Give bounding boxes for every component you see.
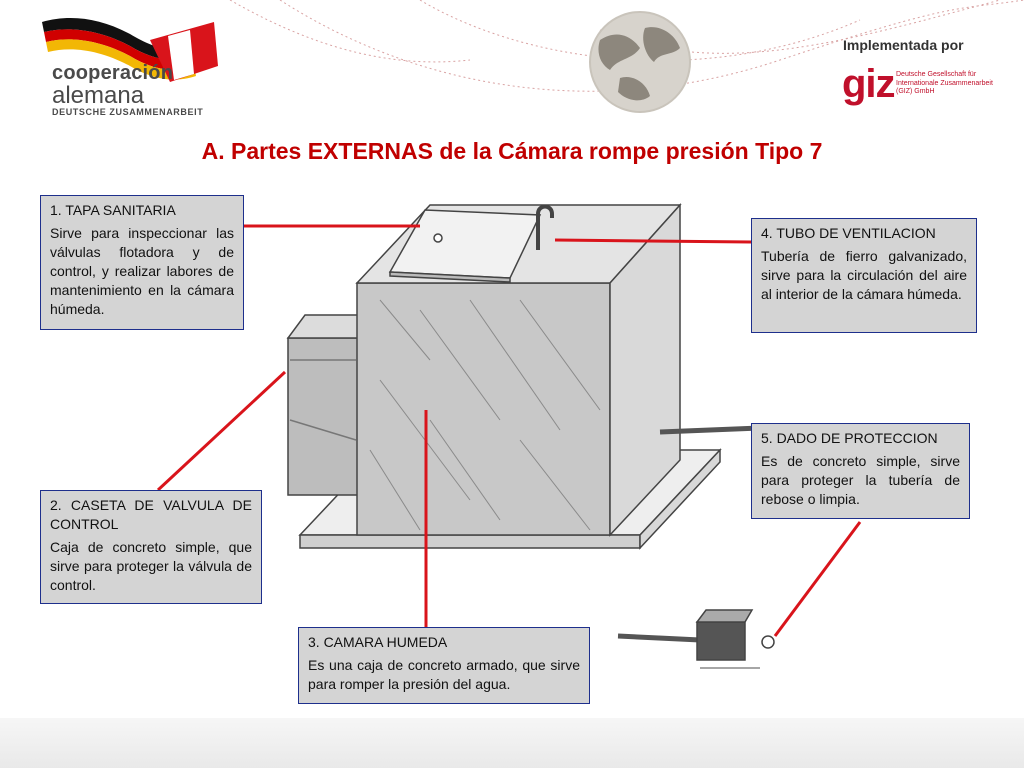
callout-text: Es una caja de concreto armado, que sirve para romper la presión del agua. bbox=[308, 657, 580, 692]
callout-text: Es de concreto simple, sirve para proteger la tubería de rebose o limpia. bbox=[761, 453, 960, 507]
callout-box-caseta-valvula bbox=[40, 490, 262, 604]
callout-box-camara-humeda bbox=[298, 627, 590, 704]
callout-text: Sirve para inspeccionar las válvulas flotadora y de control, y realizar labores de mantenimiento en la cámara húmeda. bbox=[50, 225, 234, 317]
logo-line-3: DEUTSCHE ZUSAMMENARBEIT bbox=[52, 107, 204, 117]
callout-line-2 bbox=[158, 372, 285, 490]
callout-heading: 4. TUBO DE VENTILACION bbox=[761, 225, 936, 241]
chamber-illustration bbox=[288, 205, 774, 668]
logo-line-1: cooperación bbox=[52, 62, 174, 84]
callout-heading: 5. DADO DE PROTECCION bbox=[761, 430, 938, 446]
callout-box-dado-proteccion bbox=[751, 423, 970, 519]
callout-heading: 2. CASETA DE VALVULA DE CONTROL bbox=[50, 497, 252, 532]
footer-band bbox=[0, 718, 1024, 768]
slide-title: A. Partes EXTERNAS de la Cámara rompe presión Tipo 7 bbox=[201, 138, 823, 164]
callout-line-5 bbox=[775, 522, 860, 636]
globe-icon bbox=[590, 12, 690, 112]
callout-box-tubo-ventilacion bbox=[751, 218, 977, 333]
callout-text: Caja de concreto simple, que sirve para proteger la válvula de control. bbox=[50, 539, 252, 593]
implemented-by-label: Implementada por bbox=[843, 37, 964, 53]
callout-text: Tubería de fierro galvanizado, sirve para la circulación del aire al interior de la cámara húmeda. bbox=[761, 248, 967, 302]
giz-logo: giz bbox=[842, 62, 895, 106]
giz-org-name: Deutsche Gesellschaft für Internationale Zusammenarbeit (GIZ) GmbH bbox=[896, 71, 993, 95]
callout-heading: 1. TAPA SANITARIA bbox=[50, 202, 176, 218]
callout-line-4 bbox=[555, 240, 751, 242]
callout-heading: 3. CAMARA HUMEDA bbox=[308, 634, 448, 650]
callout-box-tapa-sanitaria bbox=[40, 195, 244, 330]
logo-line-2: alemana bbox=[52, 82, 145, 109]
